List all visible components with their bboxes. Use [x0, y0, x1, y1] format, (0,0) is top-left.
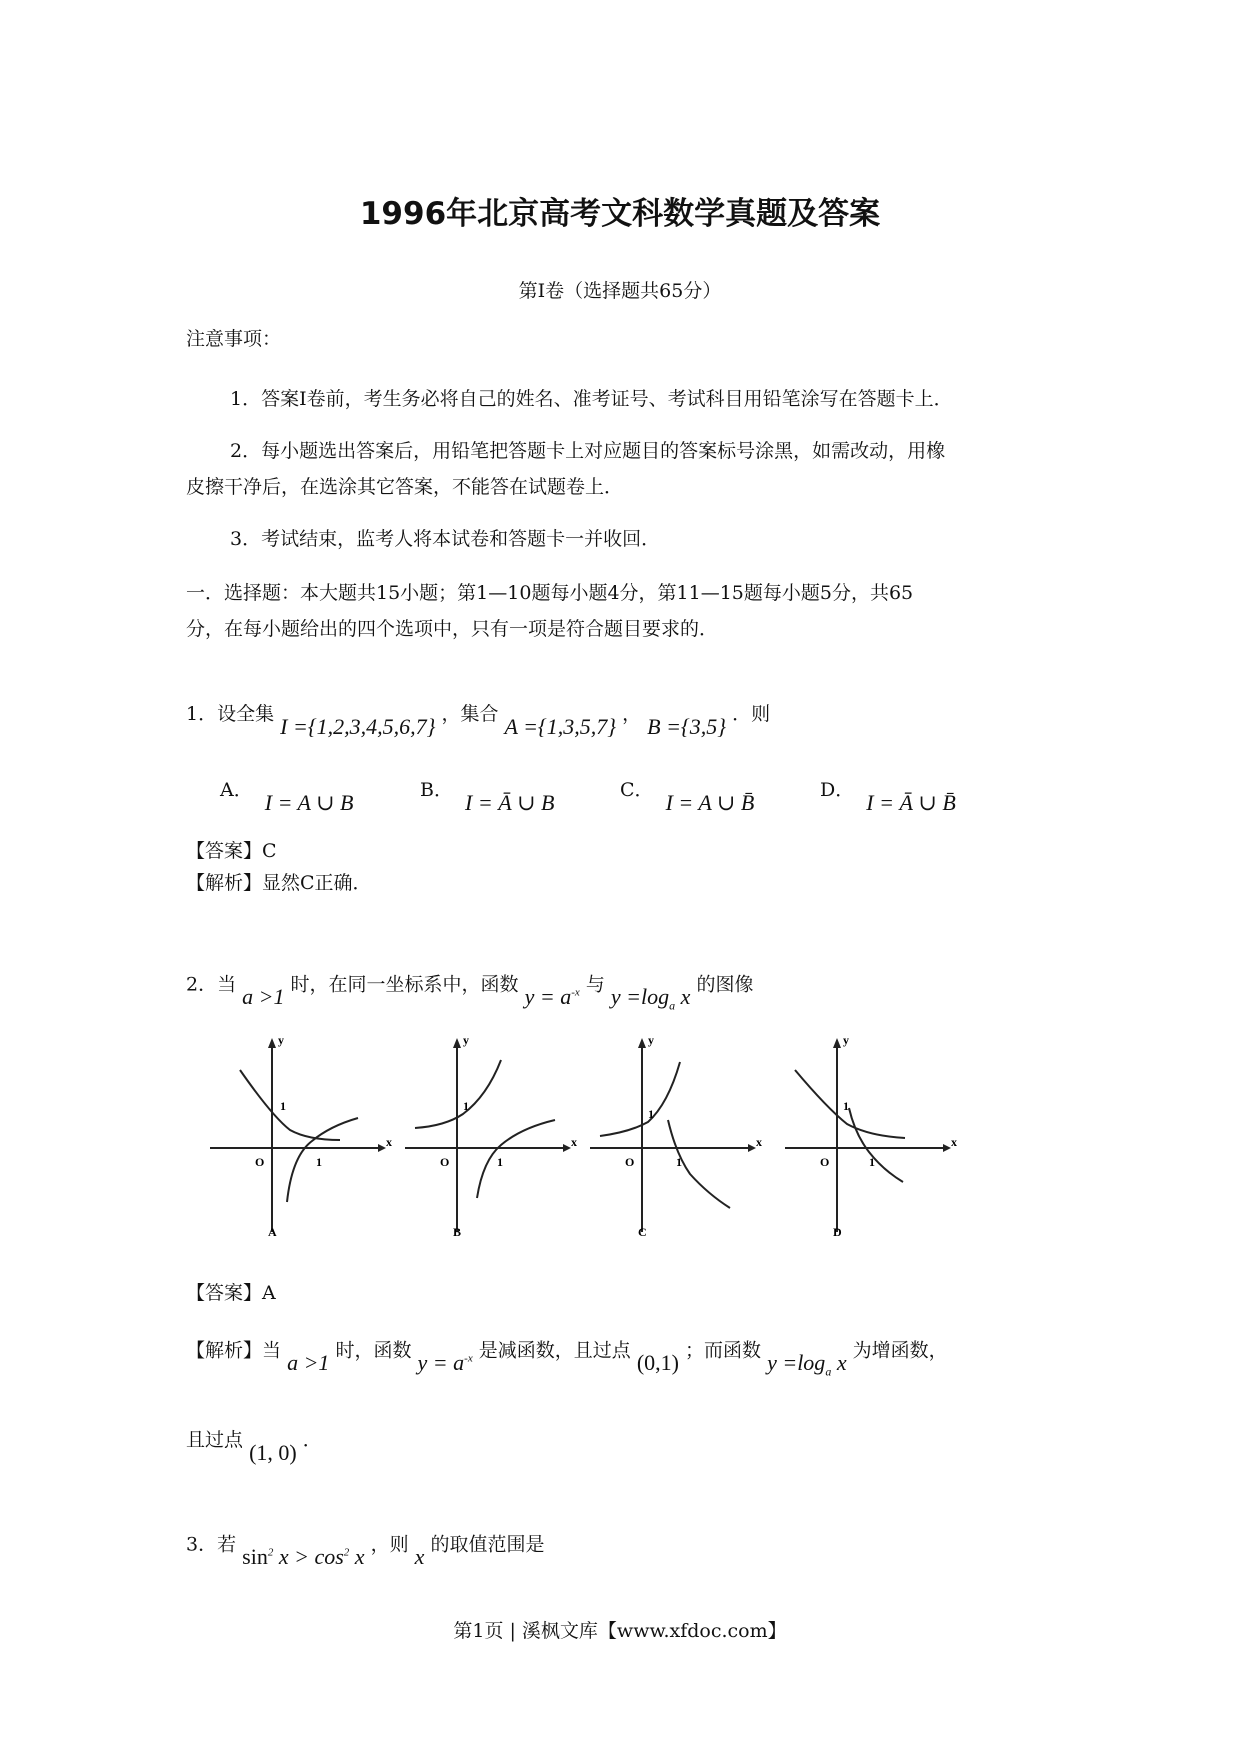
q1-comma: ，: [622, 703, 642, 725]
q2-analysis-b: 时，函数: [335, 1339, 412, 1362]
y-arrow-icon: [268, 1038, 276, 1048]
q2-func2-var: x: [680, 984, 691, 1010]
q3-inequality: [242, 1544, 364, 1569]
x-label: x: [951, 1135, 957, 1149]
x-label: x: [756, 1135, 762, 1149]
q3-mid: ，则: [370, 1533, 409, 1556]
q2-cond: a >1: [242, 984, 285, 1010]
q2-graph-a: [200, 1030, 390, 1242]
y-arrow-icon: [638, 1038, 646, 1048]
q3-end: 的取值范围是: [430, 1533, 545, 1556]
y-label: y: [843, 1033, 849, 1047]
graph-letter: D: [833, 1225, 842, 1239]
x-one-label: 1: [497, 1155, 503, 1169]
q2-analysis-e: 为增函数，: [852, 1339, 948, 1362]
q1-option-b-label: B．: [420, 779, 453, 801]
y-label: y: [648, 1033, 654, 1047]
q1-set-i: I ={1,2,3,4,5,6,7}: [280, 714, 436, 739]
notice-item-2-cont: 皮擦干净后，在选涂其它答案，不能答在试题卷上．: [186, 476, 624, 498]
x-label: x: [386, 1135, 392, 1149]
y-one-label: 1: [843, 1099, 849, 1113]
q1-option-a-expr: I = A ∪ B: [264, 790, 354, 815]
q3-sq1: 2: [267, 1547, 274, 1559]
q1-option-c-label: C．: [620, 779, 654, 801]
q2-analysis-cond: a >1: [287, 1350, 330, 1376]
q1-option-c: [620, 770, 755, 815]
log-curve: [287, 1118, 358, 1202]
x-one-label: 1: [676, 1155, 682, 1169]
q2-analysis-c: 是减函数，且过点: [478, 1339, 631, 1362]
y-arrow-icon: [833, 1038, 841, 1048]
q2-stem: [186, 960, 753, 1011]
y-arrow-icon: [453, 1038, 461, 1048]
q2-analysis-a: 【解析】当: [186, 1339, 282, 1362]
q1-option-d-label: D．: [820, 779, 855, 801]
q1-option-d-expr: I = Ā ∪ B̄: [866, 790, 956, 815]
notice-item-2: 2．每小题选出答案后，用铅笔把答题卡上对应题目的答案标号涂黑，如需改动，用橡: [230, 440, 946, 462]
q2-answer: 【答案】A: [186, 1282, 276, 1304]
section-subtitle: 第Ⅰ卷（选择题共65分）: [518, 280, 722, 302]
exp-curve: [240, 1070, 340, 1140]
q2-analysis-func1: [418, 1350, 473, 1375]
q1-option-b: [420, 770, 555, 815]
q2-analysis-point1: (0,1): [636, 1350, 679, 1376]
page-title: 1996年北京高考文科数学真题及答案: [359, 196, 881, 232]
y-one-label: 1: [648, 1107, 654, 1121]
q3-x: x: [349, 1544, 365, 1570]
notice-heading: 注意事项：: [186, 328, 282, 350]
notice-item-3: 3．考试结束，监考人将本试卷和答题卡一并收回．: [230, 528, 661, 550]
q2-analysis-func2-var: x: [836, 1350, 847, 1376]
q2-analysis-point2: (1, 0): [249, 1440, 297, 1465]
x-one-label: 1: [316, 1155, 322, 1169]
x-arrow-icon: [748, 1144, 756, 1152]
q3-sin: sin: [242, 1544, 268, 1570]
x-one-label: 1: [869, 1155, 875, 1169]
q1-mid: ，集合: [441, 703, 499, 725]
q2-analysis-func2-base: y =log: [767, 1350, 826, 1376]
q1-option-c-expr: I = A ∪ B̄: [665, 790, 755, 815]
q1-set-a: A ={1,3,5,7}: [504, 714, 617, 739]
q3-mid-expr: x > cos: [273, 1544, 344, 1570]
log-curve: [477, 1120, 555, 1198]
q2-graph-b: [385, 1030, 575, 1242]
q2-graph-c: [570, 1030, 760, 1242]
q1-option-d: [820, 770, 956, 815]
origin-label: O: [440, 1155, 450, 1169]
q2-func1-base: y = a: [524, 984, 572, 1010]
q2-end: 的图像: [696, 973, 754, 996]
q2-graph-d: [765, 1030, 955, 1242]
q1-option-a-label: A．: [220, 779, 253, 801]
graph-letter: C: [638, 1225, 647, 1239]
origin-label: O: [255, 1155, 265, 1169]
q2-prefix: 2．当: [186, 973, 237, 996]
exp-curve: [795, 1070, 905, 1138]
graph-letter: A: [268, 1225, 277, 1239]
q1-stem: [186, 694, 771, 739]
q2-analysis-g: ．: [302, 1429, 322, 1451]
q2-analysis-line2: [186, 1420, 322, 1465]
q1-prefix: 1．设全集: [186, 703, 275, 725]
notice-item-1: 1．答案Ⅰ卷前，考生务必将自己的姓名、准考证号、考试科目用铅笔涂写在答题卡上．: [230, 388, 953, 410]
y-one-label: 1: [463, 1099, 469, 1113]
q2-func1: [525, 984, 580, 1009]
q3-prefix: 3．若: [186, 1533, 237, 1556]
y-label: y: [278, 1033, 284, 1047]
origin-label: O: [625, 1155, 635, 1169]
q2-analysis-f: 且过点: [186, 1429, 244, 1451]
q3-var: x: [414, 1544, 425, 1570]
x-arrow-icon: [943, 1144, 951, 1152]
q1-option-b-expr: I = Ā ∪ B: [465, 790, 555, 815]
q2-func2-sub: a: [669, 998, 676, 1013]
q2-conj: 与: [585, 973, 605, 996]
q1-end: ．则: [732, 703, 771, 725]
y-label: y: [463, 1033, 469, 1047]
q2-analysis-func2: [767, 1350, 847, 1379]
q2-analysis-func1-exp: -x: [464, 1353, 473, 1365]
section-instructions-1: 一．选择题：本大题共15小题；第1—10题每小题4分，第11—15题每小题5分，共65: [186, 582, 914, 604]
q2-analysis-func2-sub: a: [825, 1364, 832, 1379]
q1-analysis: 【解析】显然C正确．: [186, 872, 372, 894]
q2-func1-exp: -x: [571, 987, 580, 999]
log-curve: [849, 1108, 903, 1182]
q3-stem: [186, 1520, 545, 1570]
q2-analysis-func1-base: y = a: [417, 1350, 465, 1376]
section-instructions-2: 分，在每小题给出的四个选项中，只有一项是符合题目要求的．: [186, 618, 719, 640]
origin-label: O: [820, 1155, 830, 1169]
q2-analysis-line1: [186, 1326, 948, 1377]
q1-answer: 【答案】C: [186, 840, 277, 862]
graph-letter: B: [453, 1225, 462, 1239]
q3-sq2: 2: [343, 1547, 350, 1559]
q2-func2-base: y =log: [610, 984, 670, 1010]
q1-option-a: [220, 770, 354, 815]
x-label: x: [571, 1135, 577, 1149]
page-footer: 第1页 | 溪枫文库【www.xfdoc.com】: [453, 1620, 787, 1642]
exp-curve: [600, 1062, 680, 1136]
q1-set-b: B ={3,5}: [647, 714, 727, 739]
q2-analysis-d: ；而函数: [685, 1339, 762, 1362]
y-one-label: 1: [280, 1099, 286, 1113]
q2-mid: 时，在同一坐标系中，函数: [290, 973, 519, 996]
q2-func2: [610, 984, 691, 1013]
